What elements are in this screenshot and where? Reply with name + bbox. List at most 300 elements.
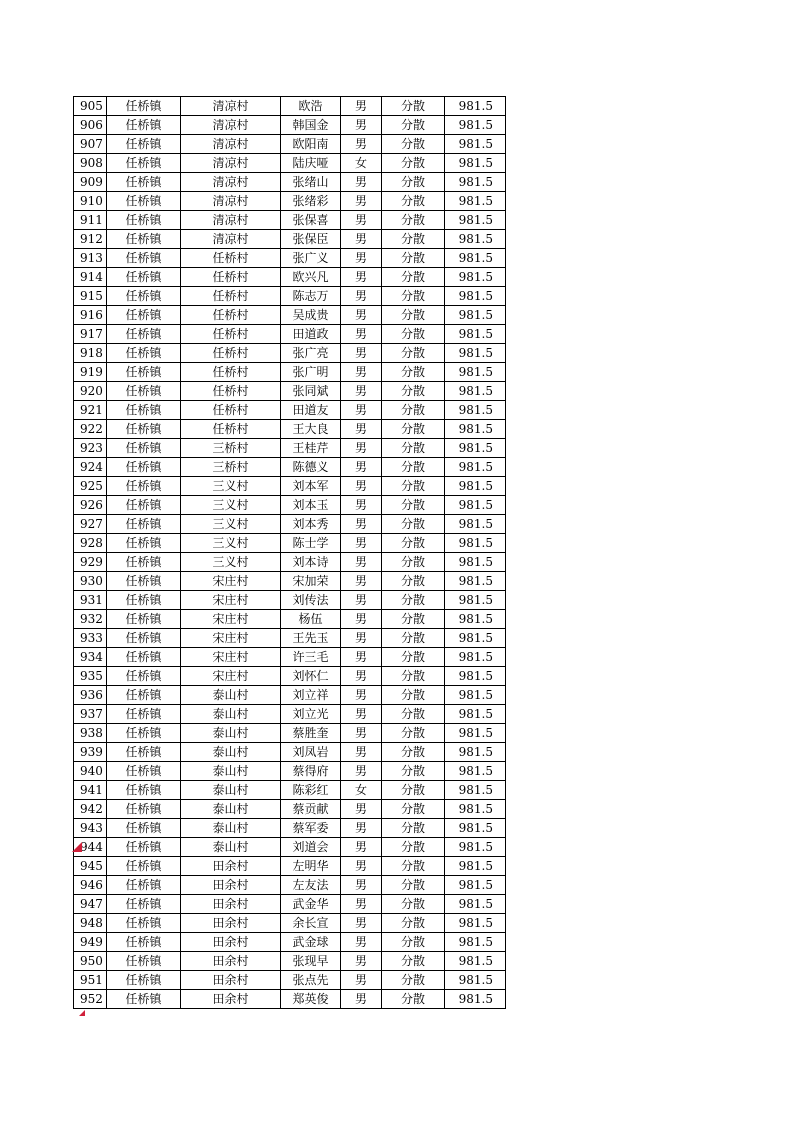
name-cell[interactable]: 武金华 [281,895,341,914]
gender-cell[interactable]: 男 [341,249,382,268]
row-number-cell[interactable]: 922 [74,420,107,439]
village-cell[interactable]: 清凉村 [181,211,281,230]
village-cell[interactable]: 清凉村 [181,97,281,116]
village-cell[interactable]: 田余村 [181,895,281,914]
row-number-cell[interactable]: 924 [74,458,107,477]
amount-cell[interactable]: 981.5 [445,268,506,287]
town-cell[interactable]: 任桥镇 [107,458,181,477]
name-cell[interactable]: 王大良 [281,420,341,439]
gender-cell[interactable]: 男 [341,952,382,971]
row-number-cell[interactable]: 930 [74,572,107,591]
support-type-cell[interactable]: 分散 [382,135,445,154]
support-type-cell[interactable]: 分散 [382,439,445,458]
support-type-cell[interactable]: 分散 [382,667,445,686]
row-number-cell[interactable]: 909 [74,173,107,192]
town-cell[interactable]: 任桥镇 [107,743,181,762]
name-cell[interactable]: 陈德义 [281,458,341,477]
amount-cell[interactable]: 981.5 [445,382,506,401]
support-type-cell[interactable]: 分散 [382,648,445,667]
gender-cell[interactable]: 男 [341,306,382,325]
row-number-cell[interactable]: 906 [74,116,107,135]
name-cell[interactable]: 余长宣 [281,914,341,933]
village-cell[interactable]: 宋庄村 [181,591,281,610]
gender-cell[interactable]: 男 [341,591,382,610]
name-cell[interactable]: 刘传法 [281,591,341,610]
row-number-cell[interactable]: 915 [74,287,107,306]
village-cell[interactable]: 泰山村 [181,819,281,838]
village-cell[interactable]: 三义村 [181,477,281,496]
row-number-cell[interactable]: 907 [74,135,107,154]
row-number-cell[interactable]: 923 [74,439,107,458]
town-cell[interactable]: 任桥镇 [107,534,181,553]
support-type-cell[interactable]: 分散 [382,895,445,914]
support-type-cell[interactable]: 分散 [382,933,445,952]
name-cell[interactable]: 张点先 [281,971,341,990]
gender-cell[interactable]: 男 [341,857,382,876]
amount-cell[interactable]: 981.5 [445,553,506,572]
gender-cell[interactable]: 男 [341,610,382,629]
row-number-cell[interactable]: 911 [74,211,107,230]
name-cell[interactable]: 刘道会 [281,838,341,857]
amount-cell[interactable]: 981.5 [445,762,506,781]
gender-cell[interactable]: 男 [341,990,382,1009]
support-type-cell[interactable]: 分散 [382,762,445,781]
row-number-cell[interactable]: 919 [74,363,107,382]
support-type-cell[interactable]: 分散 [382,743,445,762]
support-type-cell[interactable]: 分散 [382,952,445,971]
gender-cell[interactable]: 男 [341,382,382,401]
gender-cell[interactable]: 女 [341,781,382,800]
village-cell[interactable]: 任桥村 [181,287,281,306]
support-type-cell[interactable]: 分散 [382,363,445,382]
row-number-cell[interactable]: 936 [74,686,107,705]
town-cell[interactable]: 任桥镇 [107,173,181,192]
town-cell[interactable]: 任桥镇 [107,344,181,363]
support-type-cell[interactable]: 分散 [382,477,445,496]
village-cell[interactable]: 田余村 [181,876,281,895]
town-cell[interactable]: 任桥镇 [107,420,181,439]
support-type-cell[interactable]: 分散 [382,610,445,629]
support-type-cell[interactable]: 分散 [382,686,445,705]
row-number-cell[interactable]: 941 [74,781,107,800]
amount-cell[interactable]: 981.5 [445,534,506,553]
name-cell[interactable]: 蔡胜奎 [281,724,341,743]
amount-cell[interactable]: 981.5 [445,952,506,971]
amount-cell[interactable]: 981.5 [445,420,506,439]
row-number-cell[interactable]: 937 [74,705,107,724]
name-cell[interactable]: 张现早 [281,952,341,971]
gender-cell[interactable]: 男 [341,97,382,116]
village-cell[interactable]: 三义村 [181,496,281,515]
town-cell[interactable]: 任桥镇 [107,724,181,743]
town-cell[interactable]: 任桥镇 [107,287,181,306]
amount-cell[interactable]: 981.5 [445,591,506,610]
town-cell[interactable]: 任桥镇 [107,249,181,268]
village-cell[interactable]: 三桥村 [181,439,281,458]
name-cell[interactable]: 刘凤岩 [281,743,341,762]
town-cell[interactable]: 任桥镇 [107,610,181,629]
support-type-cell[interactable]: 分散 [382,534,445,553]
gender-cell[interactable]: 男 [341,914,382,933]
town-cell[interactable]: 任桥镇 [107,952,181,971]
support-type-cell[interactable]: 分散 [382,230,445,249]
town-cell[interactable]: 任桥镇 [107,363,181,382]
support-type-cell[interactable]: 分散 [382,249,445,268]
support-type-cell[interactable]: 分散 [382,173,445,192]
amount-cell[interactable]: 981.5 [445,363,506,382]
name-cell[interactable]: 刘怀仁 [281,667,341,686]
row-number-cell[interactable]: 950 [74,952,107,971]
village-cell[interactable]: 清凉村 [181,173,281,192]
row-number-cell[interactable]: 939 [74,743,107,762]
name-cell[interactable]: 武金球 [281,933,341,952]
gender-cell[interactable]: 男 [341,515,382,534]
amount-cell[interactable]: 981.5 [445,990,506,1009]
name-cell[interactable]: 蔡贡献 [281,800,341,819]
town-cell[interactable]: 任桥镇 [107,648,181,667]
gender-cell[interactable]: 男 [341,743,382,762]
town-cell[interactable]: 任桥镇 [107,857,181,876]
village-cell[interactable]: 清凉村 [181,192,281,211]
town-cell[interactable]: 任桥镇 [107,116,181,135]
support-type-cell[interactable]: 分散 [382,515,445,534]
name-cell[interactable]: 张绪彩 [281,192,341,211]
gender-cell[interactable]: 男 [341,268,382,287]
amount-cell[interactable]: 981.5 [445,743,506,762]
row-number-cell[interactable]: 913 [74,249,107,268]
village-cell[interactable]: 宋庄村 [181,610,281,629]
gender-cell[interactable]: 男 [341,363,382,382]
support-type-cell[interactable]: 分散 [382,724,445,743]
gender-cell[interactable]: 男 [341,496,382,515]
town-cell[interactable]: 任桥镇 [107,97,181,116]
amount-cell[interactable]: 981.5 [445,477,506,496]
gender-cell[interactable]: 男 [341,667,382,686]
village-cell[interactable]: 田余村 [181,952,281,971]
row-number-cell[interactable]: 920 [74,382,107,401]
name-cell[interactable]: 王桂芹 [281,439,341,458]
row-number-cell[interactable]: 912 [74,230,107,249]
amount-cell[interactable]: 981.5 [445,895,506,914]
village-cell[interactable]: 田余村 [181,990,281,1009]
support-type-cell[interactable]: 分散 [382,781,445,800]
town-cell[interactable]: 任桥镇 [107,306,181,325]
row-number-cell[interactable]: 934 [74,648,107,667]
town-cell[interactable]: 任桥镇 [107,667,181,686]
village-cell[interactable]: 任桥村 [181,344,281,363]
name-cell[interactable]: 欧阳南 [281,135,341,154]
gender-cell[interactable]: 女 [341,154,382,173]
town-cell[interactable]: 任桥镇 [107,572,181,591]
town-cell[interactable]: 任桥镇 [107,990,181,1009]
town-cell[interactable]: 任桥镇 [107,838,181,857]
name-cell[interactable]: 田道政 [281,325,341,344]
town-cell[interactable]: 任桥镇 [107,439,181,458]
comment-marker-icon[interactable] [72,842,82,852]
village-cell[interactable]: 宋庄村 [181,572,281,591]
amount-cell[interactable]: 981.5 [445,838,506,857]
amount-cell[interactable]: 981.5 [445,819,506,838]
village-cell[interactable]: 泰山村 [181,743,281,762]
village-cell[interactable]: 三义村 [181,515,281,534]
amount-cell[interactable]: 981.5 [445,800,506,819]
row-number-cell[interactable]: 948 [74,914,107,933]
gender-cell[interactable]: 男 [341,477,382,496]
village-cell[interactable]: 任桥村 [181,363,281,382]
support-type-cell[interactable]: 分散 [382,819,445,838]
row-number-cell[interactable]: 914 [74,268,107,287]
gender-cell[interactable]: 男 [341,401,382,420]
village-cell[interactable]: 清凉村 [181,135,281,154]
row-number-cell[interactable]: 918 [74,344,107,363]
name-cell[interactable]: 左友法 [281,876,341,895]
row-number-cell[interactable]: 917 [74,325,107,344]
town-cell[interactable]: 任桥镇 [107,971,181,990]
village-cell[interactable]: 任桥村 [181,268,281,287]
village-cell[interactable]: 泰山村 [181,724,281,743]
amount-cell[interactable]: 981.5 [445,572,506,591]
gender-cell[interactable]: 男 [341,971,382,990]
amount-cell[interactable]: 981.5 [445,344,506,363]
row-number-cell[interactable]: 927 [74,515,107,534]
village-cell[interactable]: 泰山村 [181,686,281,705]
amount-cell[interactable]: 981.5 [445,629,506,648]
support-type-cell[interactable]: 分散 [382,401,445,420]
gender-cell[interactable]: 男 [341,192,382,211]
row-number-cell[interactable]: 928 [74,534,107,553]
support-type-cell[interactable]: 分散 [382,838,445,857]
village-cell[interactable]: 三桥村 [181,458,281,477]
support-type-cell[interactable]: 分散 [382,553,445,572]
town-cell[interactable]: 任桥镇 [107,325,181,344]
town-cell[interactable]: 任桥镇 [107,914,181,933]
village-cell[interactable]: 泰山村 [181,800,281,819]
row-number-cell[interactable]: 908 [74,154,107,173]
name-cell[interactable]: 陈士学 [281,534,341,553]
village-cell[interactable]: 任桥村 [181,420,281,439]
name-cell[interactable]: 张同斌 [281,382,341,401]
village-cell[interactable]: 宋庄村 [181,648,281,667]
gender-cell[interactable]: 男 [341,211,382,230]
name-cell[interactable]: 欧浩 [281,97,341,116]
gender-cell[interactable]: 男 [341,800,382,819]
support-type-cell[interactable]: 分散 [382,268,445,287]
gender-cell[interactable]: 男 [341,116,382,135]
town-cell[interactable]: 任桥镇 [107,192,181,211]
town-cell[interactable]: 任桥镇 [107,629,181,648]
gender-cell[interactable]: 男 [341,344,382,363]
gender-cell[interactable]: 男 [341,287,382,306]
amount-cell[interactable]: 981.5 [445,211,506,230]
town-cell[interactable]: 任桥镇 [107,477,181,496]
town-cell[interactable]: 任桥镇 [107,800,181,819]
gender-cell[interactable]: 男 [341,724,382,743]
village-cell[interactable]: 三义村 [181,553,281,572]
amount-cell[interactable]: 981.5 [445,135,506,154]
name-cell[interactable]: 郑英俊 [281,990,341,1009]
gender-cell[interactable]: 男 [341,629,382,648]
row-number-cell[interactable]: 942 [74,800,107,819]
row-number-cell[interactable]: 933 [74,629,107,648]
name-cell[interactable]: 张广明 [281,363,341,382]
village-cell[interactable]: 泰山村 [181,705,281,724]
town-cell[interactable]: 任桥镇 [107,401,181,420]
town-cell[interactable]: 任桥镇 [107,268,181,287]
amount-cell[interactable]: 981.5 [445,439,506,458]
village-cell[interactable]: 泰山村 [181,838,281,857]
support-type-cell[interactable]: 分散 [382,914,445,933]
name-cell[interactable]: 宋加荣 [281,572,341,591]
name-cell[interactable]: 蔡军委 [281,819,341,838]
gender-cell[interactable]: 男 [341,553,382,572]
name-cell[interactable]: 刘立光 [281,705,341,724]
town-cell[interactable]: 任桥镇 [107,553,181,572]
name-cell[interactable]: 张保喜 [281,211,341,230]
village-cell[interactable]: 泰山村 [181,781,281,800]
amount-cell[interactable]: 981.5 [445,971,506,990]
support-type-cell[interactable]: 分散 [382,192,445,211]
amount-cell[interactable]: 981.5 [445,515,506,534]
gender-cell[interactable]: 男 [341,762,382,781]
village-cell[interactable]: 田余村 [181,933,281,952]
name-cell[interactable]: 左明华 [281,857,341,876]
village-cell[interactable]: 清凉村 [181,116,281,135]
gender-cell[interactable]: 男 [341,420,382,439]
amount-cell[interactable]: 981.5 [445,458,506,477]
amount-cell[interactable]: 981.5 [445,173,506,192]
name-cell[interactable]: 张保臣 [281,230,341,249]
town-cell[interactable]: 任桥镇 [107,230,181,249]
amount-cell[interactable]: 981.5 [445,610,506,629]
amount-cell[interactable]: 981.5 [445,249,506,268]
name-cell[interactable]: 蔡得府 [281,762,341,781]
amount-cell[interactable]: 981.5 [445,781,506,800]
gender-cell[interactable]: 男 [341,876,382,895]
name-cell[interactable]: 田道友 [281,401,341,420]
gender-cell[interactable]: 男 [341,705,382,724]
gender-cell[interactable]: 男 [341,819,382,838]
town-cell[interactable]: 任桥镇 [107,876,181,895]
amount-cell[interactable]: 981.5 [445,306,506,325]
amount-cell[interactable]: 981.5 [445,705,506,724]
support-type-cell[interactable]: 分散 [382,591,445,610]
gender-cell[interactable]: 男 [341,534,382,553]
name-cell[interactable]: 陈志万 [281,287,341,306]
town-cell[interactable]: 任桥镇 [107,895,181,914]
support-type-cell[interactable]: 分散 [382,572,445,591]
village-cell[interactable]: 任桥村 [181,249,281,268]
support-type-cell[interactable]: 分散 [382,211,445,230]
village-cell[interactable]: 三义村 [181,534,281,553]
support-type-cell[interactable]: 分散 [382,496,445,515]
gender-cell[interactable]: 男 [341,686,382,705]
name-cell[interactable]: 刘本军 [281,477,341,496]
gender-cell[interactable]: 男 [341,572,382,591]
name-cell[interactable]: 陈彩红 [281,781,341,800]
support-type-cell[interactable]: 分散 [382,287,445,306]
gender-cell[interactable]: 男 [341,838,382,857]
comment-marker-icon[interactable] [79,1010,85,1016]
support-type-cell[interactable]: 分散 [382,344,445,363]
town-cell[interactable]: 任桥镇 [107,496,181,515]
support-type-cell[interactable]: 分散 [382,857,445,876]
row-number-cell[interactable]: 921 [74,401,107,420]
village-cell[interactable]: 宋庄村 [181,629,281,648]
support-type-cell[interactable]: 分散 [382,705,445,724]
village-cell[interactable]: 任桥村 [181,306,281,325]
name-cell[interactable]: 杨伍 [281,610,341,629]
name-cell[interactable]: 吴成贵 [281,306,341,325]
support-type-cell[interactable]: 分散 [382,420,445,439]
gender-cell[interactable]: 男 [341,135,382,154]
support-type-cell[interactable]: 分散 [382,154,445,173]
town-cell[interactable]: 任桥镇 [107,933,181,952]
row-number-cell[interactable]: 925 [74,477,107,496]
gender-cell[interactable]: 男 [341,439,382,458]
row-number-cell[interactable]: 952 [74,990,107,1009]
amount-cell[interactable]: 981.5 [445,230,506,249]
row-number-cell[interactable]: 949 [74,933,107,952]
amount-cell[interactable]: 981.5 [445,287,506,306]
row-number-cell[interactable]: 929 [74,553,107,572]
town-cell[interactable]: 任桥镇 [107,515,181,534]
gender-cell[interactable]: 男 [341,230,382,249]
amount-cell[interactable]: 981.5 [445,686,506,705]
name-cell[interactable]: 王先玉 [281,629,341,648]
amount-cell[interactable]: 981.5 [445,857,506,876]
support-type-cell[interactable]: 分散 [382,629,445,648]
row-number-cell[interactable]: 951 [74,971,107,990]
village-cell[interactable]: 田余村 [181,857,281,876]
row-number-cell[interactable]: 916 [74,306,107,325]
support-type-cell[interactable]: 分散 [382,990,445,1009]
gender-cell[interactable]: 男 [341,895,382,914]
support-type-cell[interactable]: 分散 [382,458,445,477]
town-cell[interactable]: 任桥镇 [107,135,181,154]
amount-cell[interactable]: 981.5 [445,154,506,173]
amount-cell[interactable]: 981.5 [445,914,506,933]
amount-cell[interactable]: 981.5 [445,116,506,135]
amount-cell[interactable]: 981.5 [445,648,506,667]
village-cell[interactable]: 田余村 [181,971,281,990]
name-cell[interactable]: 张广义 [281,249,341,268]
name-cell[interactable]: 刘本秀 [281,515,341,534]
name-cell[interactable]: 韩国金 [281,116,341,135]
gender-cell[interactable]: 男 [341,325,382,344]
name-cell[interactable]: 张绪山 [281,173,341,192]
row-number-cell[interactable]: 944 [74,838,107,857]
name-cell[interactable]: 欧兴凡 [281,268,341,287]
amount-cell[interactable]: 981.5 [445,401,506,420]
village-cell[interactable]: 任桥村 [181,401,281,420]
amount-cell[interactable]: 981.5 [445,192,506,211]
village-cell[interactable]: 任桥村 [181,382,281,401]
amount-cell[interactable]: 981.5 [445,325,506,344]
amount-cell[interactable]: 981.5 [445,97,506,116]
village-cell[interactable]: 清凉村 [181,154,281,173]
amount-cell[interactable]: 981.5 [445,933,506,952]
row-number-cell[interactable]: 940 [74,762,107,781]
amount-cell[interactable]: 981.5 [445,876,506,895]
town-cell[interactable]: 任桥镇 [107,781,181,800]
name-cell[interactable]: 刘本诗 [281,553,341,572]
name-cell[interactable]: 陆庆哑 [281,154,341,173]
support-type-cell[interactable]: 分散 [382,116,445,135]
village-cell[interactable]: 清凉村 [181,230,281,249]
gender-cell[interactable]: 男 [341,933,382,952]
support-type-cell[interactable]: 分散 [382,876,445,895]
support-type-cell[interactable]: 分散 [382,97,445,116]
